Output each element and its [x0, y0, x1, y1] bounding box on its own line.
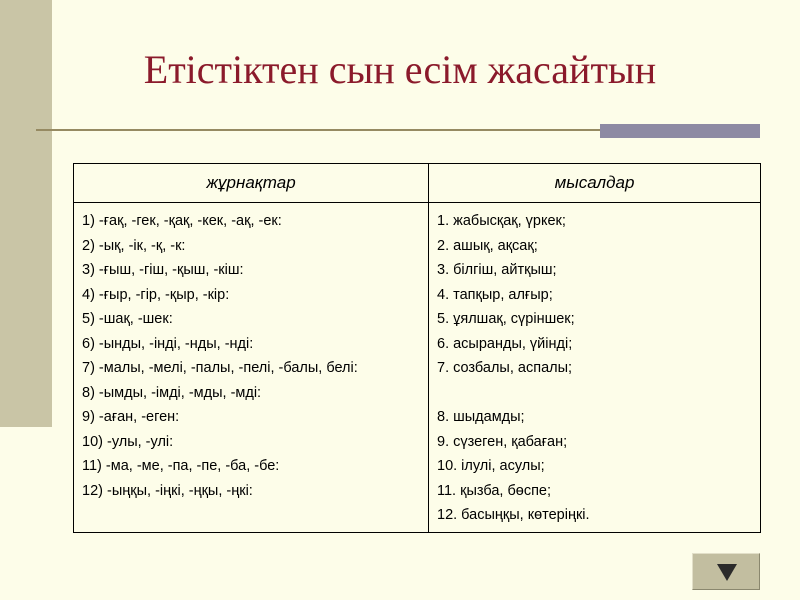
example-item: 12. басыңқы, көтеріңкі.: [437, 507, 590, 523]
suffix-table: [73, 163, 761, 533]
example-item: 5. ұялшақ, сүріншек;: [437, 311, 575, 327]
example-item: 2. ашық, ақсақ;: [437, 237, 538, 254]
example-item: 3. білгіш, айтқыш;: [437, 262, 557, 278]
column-header-suffixes: жұрнақтар: [74, 164, 429, 203]
suffix-item: 3) -ғыш, -гіш, -қыш, -кіш:: [82, 262, 244, 278]
example-item: 9. сүзеген, қабаған;: [437, 433, 568, 450]
example-item: 10. ілулі, асулы;: [437, 458, 545, 474]
suffix-item: 1) -ғақ, -гек, -қақ, -кек, -ақ, -ек:: [82, 213, 282, 229]
example-item: 4. тапқыр, алғыр;: [437, 286, 553, 303]
suffix-item: 4) -ғыр, -гір, -қыр, -кір:: [82, 286, 230, 303]
suffixes-cell: [74, 203, 429, 533]
title-divider-line: [36, 129, 604, 131]
triangle-down-icon: [716, 562, 738, 582]
slide-title: Етістіктен сын есім жасайтын: [143, 47, 657, 92]
suffix-item: 8) -ымды, -імді, -мды, -мді:: [82, 384, 262, 401]
suffix-item: 9) -аған, -еген:: [82, 409, 180, 425]
next-slide-button[interactable]: [692, 553, 760, 590]
column-header-examples: мысалдар: [429, 164, 761, 203]
example-item: 11. қызба, бөспе;: [437, 482, 552, 499]
examples-cell: [429, 203, 761, 533]
suffix-item: 11) -ма, -ме, -па, -пе, -ба, -бе:: [82, 458, 280, 474]
suffix-item: 6) -ынды, -інді, -нды, -нді:: [82, 335, 254, 352]
suffix-item: 7) -малы, -мелі, -палы, -пелі, -балы, белі:: [82, 360, 358, 376]
example-spacer: [437, 381, 754, 406]
example-item: 8. шыдамды;: [437, 409, 525, 425]
suffix-item: 2) -ық, -ік, -қ, -к:: [82, 237, 186, 254]
example-item: 1. жабысқақ, үркек;: [437, 213, 566, 229]
example-item: 6. асыранды, үйінді;: [437, 335, 573, 352]
table-header-row: [74, 164, 761, 203]
table-body-row: [74, 203, 761, 533]
suffix-item: 10) -улы, -улі:: [82, 433, 174, 450]
suffix-item: 12) -ыңқы, -іңкі, -ңқы, -ңкі:: [82, 482, 253, 499]
suffix-item: 5) -шақ, -шек:: [82, 311, 173, 327]
example-item: 7. созбалы, аспалы;: [437, 360, 573, 376]
title-divider-accent: [600, 124, 760, 138]
